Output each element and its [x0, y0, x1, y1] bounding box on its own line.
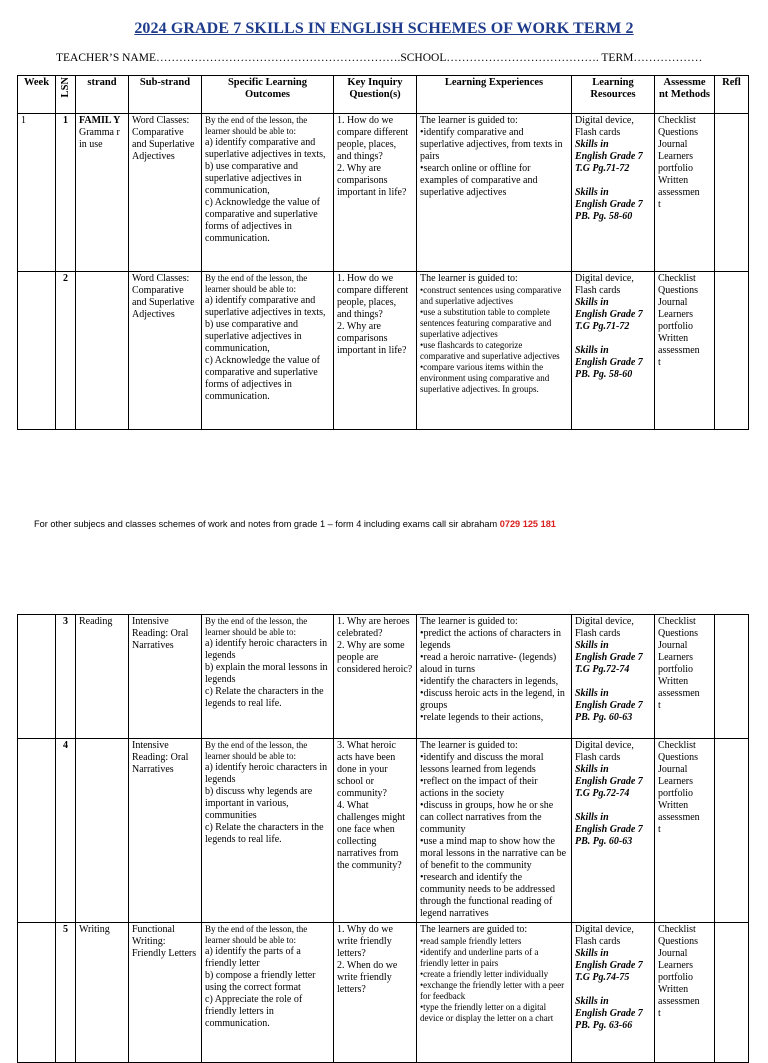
inquiry-cell	[334, 615, 417, 739]
assessment-item: assessmen	[658, 688, 700, 699]
strand-sub: Gramma r in use	[79, 127, 120, 150]
assessment-item: assessmen	[658, 187, 700, 198]
lsn-cell: 4	[56, 739, 76, 923]
inquiry-item: 2. Why are some people are considered heroic?	[337, 640, 413, 675]
spacer	[575, 800, 651, 812]
experience-item: • construct sentences using comparative and superlative adjectives	[420, 285, 568, 307]
outcome-item: a) identify heroic characters in legends	[205, 638, 328, 661]
assessment-item: Questions	[658, 936, 698, 947]
experience-item: • search online or offline for examples of comparative and superlative adjectives	[420, 163, 568, 199]
book-title: Skills in	[575, 187, 609, 198]
outcome-item: b) use comparative and superlative adjectives in communication,	[205, 161, 302, 196]
phone-number[interactable]: 0729 125 181	[499, 519, 556, 529]
outcomes-cell	[202, 923, 334, 1063]
assessment-item: t	[658, 1008, 661, 1019]
tg-pages: T.G Pg.74-75	[575, 972, 630, 983]
outcomes-intro: By the end of the lesson, the learner should be able to:	[205, 616, 308, 637]
book-title: English Grade 7	[575, 652, 643, 663]
outcome-item: c) Appreciate the role of friendly letters in communication.	[205, 994, 303, 1029]
experience-item: • predict the actions of characters in legends	[420, 628, 568, 652]
outcome-item: c) Relate the characters in the legends to real life.	[205, 686, 324, 709]
assessment-item: Written	[658, 333, 689, 344]
spacer	[575, 333, 651, 345]
table-row	[18, 272, 749, 430]
outcome-item: b) compose a friendly letter using the correct format	[205, 970, 316, 993]
inquiry-item: 4. What challenges might one face when collecting narratives from the community?	[337, 800, 406, 871]
book-title: English Grade 7	[575, 824, 643, 835]
resources-plain: Digital device, Flash cards	[575, 115, 634, 138]
pb-pages: PB. Pg. 58-60	[575, 211, 633, 222]
assessment-cell	[655, 739, 715, 923]
outcomes-cell	[202, 272, 334, 430]
experiences-list	[420, 127, 568, 199]
assessment-item: Checklist	[658, 924, 696, 935]
outcome-item: a) identify the parts of a friendly letter	[205, 946, 301, 969]
book-title: English Grade 7	[575, 309, 643, 320]
tg-pages: T.G Pg.71-72	[575, 163, 630, 174]
pb-pages: PB. Pg. 58-60	[575, 369, 633, 380]
experiences-cell	[417, 615, 572, 739]
week-cell	[18, 739, 56, 923]
refl-cell	[715, 923, 749, 1063]
assessment-item: Learners	[658, 151, 693, 162]
assessment-item: Journal	[658, 139, 688, 150]
outcome-item: a) identify comparative and superlative adjectives in texts,	[205, 137, 326, 160]
inquiry-cell	[334, 272, 417, 430]
refl-cell	[715, 114, 749, 272]
strand-cell	[76, 272, 129, 430]
experience-item: • identify the characters in legends,	[420, 676, 568, 688]
strand-bold: FAMIL Y	[79, 115, 121, 126]
experience-item: • identify and underline parts of a friendly letter in pairs	[420, 947, 568, 969]
assessment-item: Written	[658, 800, 689, 811]
tg-pages: T.G Pg.71-72	[575, 321, 630, 332]
assessment-item: portfolio	[658, 321, 693, 332]
assessment-item: portfolio	[658, 972, 693, 983]
lsn-cell: 1	[56, 114, 76, 272]
outcomes-intro: By the end of the lesson, the learner should be able to:	[205, 924, 308, 945]
week-cell	[18, 272, 56, 430]
spacer	[575, 175, 651, 187]
assessment-item: Questions	[658, 285, 698, 296]
assessment-item: Learners	[658, 776, 693, 787]
header-lsn: LSN	[56, 76, 76, 114]
week-cell: 1	[18, 114, 56, 272]
table-row	[18, 615, 749, 739]
resources-cell	[572, 923, 655, 1063]
outcomes-intro: By the end of the lesson, the learner should be able to:	[205, 115, 308, 136]
assessment-item: assessmen	[658, 345, 700, 356]
experience-item: • exchange the friendly letter with a peer for feedback	[420, 980, 568, 1002]
assessment-item: Journal	[658, 764, 688, 775]
experiences-intro: The learner is guided to:	[420, 616, 518, 627]
inquiry-item: 3. What heroic acts have been done in your school or community?	[337, 740, 396, 799]
resources-cell	[572, 272, 655, 430]
header-substrand: Sub-strand	[129, 76, 202, 114]
experiences-list	[420, 285, 568, 395]
header-experiences: Learning Experiences	[417, 76, 572, 114]
strand-cell: Reading	[76, 615, 129, 739]
book-title: English Grade 7	[575, 1008, 643, 1019]
inquiry-item: 1. How do we compare different people, places, and things?	[337, 115, 409, 162]
scheme-table-bottom	[17, 614, 749, 1063]
resources-cell	[572, 615, 655, 739]
book-title: Skills in	[575, 640, 609, 651]
assessment-item: portfolio	[658, 788, 693, 799]
resources-plain: Digital device, Flash cards	[575, 740, 634, 763]
experience-item: • compare various items within the environment using comparative and superlative adjectives. In groups.	[420, 362, 568, 395]
experiences-cell	[417, 272, 572, 430]
outcomes-intro: By the end of the lesson, the learner should be able to:	[205, 273, 308, 294]
outcome-item: c) Acknowledge the value of comparative and superlative forms of adjectives in communication.	[205, 355, 320, 402]
assessment-cell	[655, 615, 715, 739]
book-title: English Grade 7	[575, 199, 643, 210]
book-title: English Grade 7	[575, 151, 643, 162]
table-row	[18, 923, 749, 1063]
experiences-cell	[417, 114, 572, 272]
book-title: Skills in	[575, 688, 609, 699]
book-title: English Grade 7	[575, 960, 643, 971]
strand-cell	[76, 739, 129, 923]
scheme-table-top	[17, 75, 749, 430]
resources-plain: Digital device, Flash cards	[575, 616, 634, 639]
assessment-item: Checklist	[658, 616, 696, 627]
table-row	[18, 739, 749, 923]
book-title: Skills in	[575, 139, 609, 150]
book-title: Skills in	[575, 297, 609, 308]
assessment-item: Journal	[658, 297, 688, 308]
header-resources: Learning Resources	[572, 76, 655, 114]
inquiry-cell	[334, 114, 417, 272]
book-title: Skills in	[575, 764, 609, 775]
experience-item: • type the friendly letter on a digital device or display the letter on a chart	[420, 1002, 568, 1024]
outcome-item: b) use comparative and superlative adjectives in communication,	[205, 319, 302, 354]
inquiry-item: 1. How do we compare different people, places, and things?	[337, 273, 409, 320]
assessment-cell	[655, 114, 715, 272]
outcome-item: a) identify heroic characters in legends	[205, 762, 328, 785]
experience-item: • discuss in groups, how he or she can collect narratives from the community	[420, 800, 568, 836]
experiences-list	[420, 936, 568, 1024]
assessment-item: Written	[658, 984, 689, 995]
assessment-item: Checklist	[658, 740, 696, 751]
experience-item: • read sample friendly letters	[420, 936, 568, 947]
tg-pages: T.G Pg.72-74	[575, 788, 630, 799]
experiences-list	[420, 628, 568, 724]
page-title: 2024 GRADE 7 SKILLS IN ENGLISH SCHEMES OF WORK TERM 2	[134, 20, 634, 37]
header-inquiry: Key Inquiry Question(s)	[334, 76, 417, 114]
book-title: English Grade 7	[575, 776, 643, 787]
outcome-item: a) identify comparative and superlative adjectives in texts,	[205, 295, 326, 318]
assessment-item: t	[658, 700, 661, 711]
header-outcomes: Specific Learning Outcomes	[202, 76, 334, 114]
book-title: English Grade 7	[575, 357, 643, 368]
substrand-cell: Intensive Reading: Oral Narratives	[129, 739, 202, 923]
strand-cell: Writing	[76, 923, 129, 1063]
week-cell	[18, 615, 56, 739]
experiences-intro: The learners are guided to:	[420, 924, 528, 935]
book-title: Skills in	[575, 948, 609, 959]
inquiry-item: 1. Why are heroes celebrated?	[337, 616, 410, 639]
outcome-item: b) discuss why legends are important in various, communities	[205, 786, 313, 821]
substrand-cell: Word Classes: Comparative and Superlative Adjectives	[129, 114, 202, 272]
assessment-item: assessmen	[658, 812, 700, 823]
inquiry-item: 1. Why do we write friendly letters?	[337, 924, 393, 959]
assessment-item: Written	[658, 676, 689, 687]
experiences-cell	[417, 739, 572, 923]
experience-item: • identify and discuss the moral lessons learned from legends	[420, 752, 568, 776]
table-row	[18, 114, 749, 272]
assessment-item: Questions	[658, 127, 698, 138]
inquiry-cell	[334, 923, 417, 1063]
assessment-cell	[655, 923, 715, 1063]
experiences-intro: The learner is guided to:	[420, 740, 518, 751]
pb-pages: PB. Pg. 63-66	[575, 1020, 633, 1031]
week-cell	[18, 923, 56, 1063]
substrand-cell: Functional Writing: Friendly Letters	[129, 923, 202, 1063]
refl-cell	[715, 739, 749, 923]
assessment-item: t	[658, 199, 661, 210]
inquiry-cell	[334, 739, 417, 923]
book-title: Skills in	[575, 996, 609, 1007]
pb-pages: PB. Pg. 60-63	[575, 836, 633, 847]
pb-pages: PB. Pg. 60-63	[575, 712, 633, 723]
header-refl: Refl	[715, 76, 749, 114]
header-week: Week	[18, 76, 56, 114]
experience-item: • relate legends to their actions,	[420, 712, 568, 724]
assessment-cell	[655, 272, 715, 430]
assessment-item: t	[658, 824, 661, 835]
book-title: Skills in	[575, 812, 609, 823]
experiences-cell	[417, 923, 572, 1063]
assessment-item: Written	[658, 175, 689, 186]
teacher-info-line: TEACHER’S NAME……………………………………………………….SCHOOL…………………………………. TERM………………	[56, 52, 703, 64]
outcome-item: c) Acknowledge the value of comparative and superlative forms of adjectives in communication.	[205, 197, 320, 244]
experiences-intro: The learner is guided to:	[420, 115, 518, 126]
experience-item: • create a friendly letter individually	[420, 969, 568, 980]
experience-item: • use a mind map to show how the moral lessons in the narrative can be of benefit to the community	[420, 836, 568, 872]
experience-item: • discuss heroic acts in the legend, in groups	[420, 688, 568, 712]
advert-line: For other subjecs and classes schemes of work and notes from grade 1 – form 4 including exams call sir abraham 0729 125 181	[34, 519, 556, 529]
assessment-item: Questions	[658, 752, 698, 763]
lsn-cell: 5	[56, 923, 76, 1063]
inquiry-item: 2. Why are comparisons important in life?	[337, 321, 407, 356]
refl-cell	[715, 615, 749, 739]
experience-item: • read a heroic narrative- (legends) aloud in turns	[420, 652, 568, 676]
substrand-cell: Word Classes: Comparative and Superlative Adjectives	[129, 272, 202, 430]
outcome-item: b) explain the moral lessons in legends	[205, 662, 328, 685]
strand-cell	[76, 114, 129, 272]
assessment-item: assessmen	[658, 996, 700, 1007]
experiences-intro: The learner is guided to:	[420, 273, 518, 284]
spacer	[575, 984, 651, 996]
outcome-item: c) Relate the characters in the legends to real life.	[205, 822, 324, 845]
header-assessment: Assessme nt Methods	[655, 76, 715, 114]
assessment-item: Checklist	[658, 273, 696, 284]
table-header-row	[18, 76, 749, 114]
outcomes-intro: By the end of the lesson, the learner should be able to:	[205, 740, 308, 761]
assessment-item: portfolio	[658, 163, 693, 174]
lsn-cell: 2	[56, 272, 76, 430]
experience-item: • reflect on the impact of their actions in the society	[420, 776, 568, 800]
resources-cell	[572, 114, 655, 272]
inquiry-item: 2. Why are comparisons important in life?	[337, 163, 407, 198]
tg-pages: T.G Pg.72-74	[575, 664, 630, 675]
assessment-item: Journal	[658, 948, 688, 959]
outcomes-cell	[202, 114, 334, 272]
experience-item: • research and identify the community needs to be addressed through the functional reading of legend narratives	[420, 872, 568, 920]
resources-cell	[572, 739, 655, 923]
book-title: English Grade 7	[575, 700, 643, 711]
assessment-item: portfolio	[658, 664, 693, 675]
resources-plain: Digital device, Flash cards	[575, 924, 634, 947]
outcomes-cell	[202, 615, 334, 739]
spacer	[575, 676, 651, 688]
experience-item: • use flashcards to categorize comparative and superlative adjectives	[420, 340, 568, 362]
assessment-item: Journal	[658, 640, 688, 651]
lsn-cell: 3	[56, 615, 76, 739]
assessment-item: Questions	[658, 628, 698, 639]
experience-item: • identify comparative and superlative adjectives, from texts in pairs	[420, 127, 568, 163]
inquiry-item: 2. When do we write friendly letters?	[337, 960, 398, 995]
refl-cell	[715, 272, 749, 430]
outcomes-cell	[202, 739, 334, 923]
assessment-item: Learners	[658, 960, 693, 971]
experience-item: • use a substitution table to complete sentences featuring comparative and superlative adjectives	[420, 307, 568, 340]
book-title: Skills in	[575, 345, 609, 356]
substrand-cell: Intensive Reading: Oral Narratives	[129, 615, 202, 739]
header-strand: strand	[76, 76, 129, 114]
assessment-item: Learners	[658, 652, 693, 663]
assessment-item: Checklist	[658, 115, 696, 126]
assessment-item: Learners	[658, 309, 693, 320]
assessment-item: t	[658, 357, 661, 368]
resources-plain: Digital device, Flash cards	[575, 273, 634, 296]
experiences-list	[420, 752, 568, 920]
